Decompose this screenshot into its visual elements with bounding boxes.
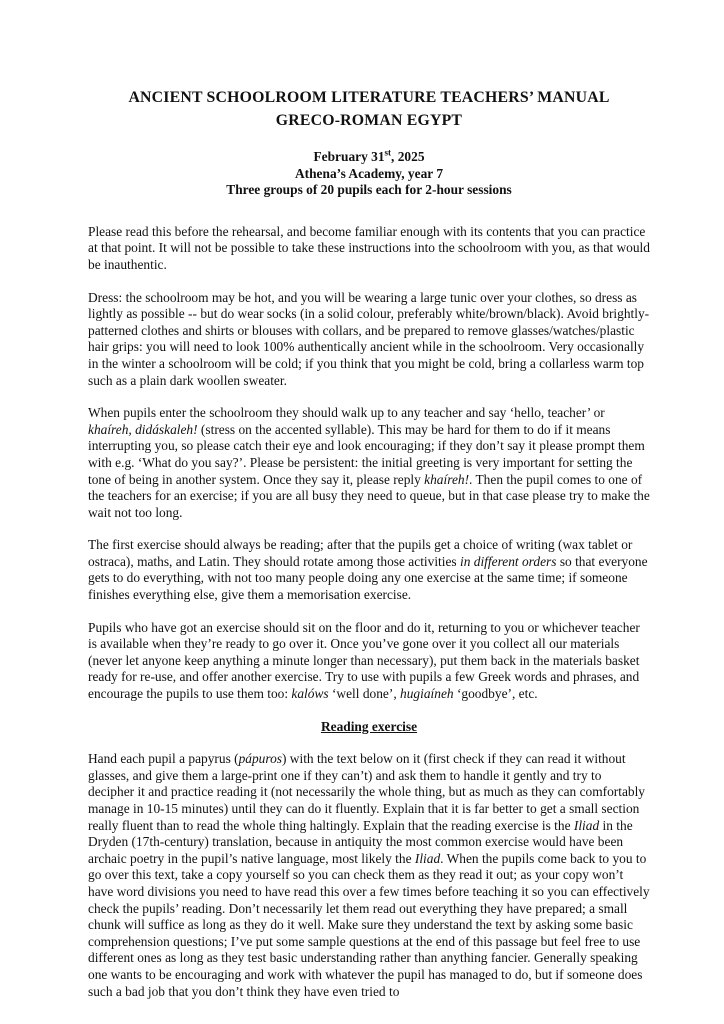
meta-venue-line: Athena’s Academy, year 7 [294, 165, 444, 181]
document-content [88, 86, 650, 1016]
intro-section [88, 224, 650, 703]
paragraph-reading-exercise: Hand each pupil a papyrus (pápuros) with the text below on it (first check if they can read it without glasses, and give them a large-print one if they can’t) and ask them to handle it gently and try to decipher it and practice reading it (not necessarily the whole thing, but as much as they can comfortably manage in 10-15 minutes) until they can do it fluently. Explain that it is far better to get a small section really fluent than to read the whole thing haltingly. Explain that the reading exercise is the Iliad in the Dryden (17th-century) translation, because in antiquity the most common exercise would have been archaic poetry in the pupil’s native language, most likely the Iliad. When the pupils come back to you to go over this text, take a copy yourself so you can check them as they read it out; as your copy won’t have word divisions you need to have read this over a few times before teaching it so you can effectively check the pupils’ reading. Don’t necessarily let them read out everything they have prepared; a small chunk will suffice as long as they do it well. Make sure they understand the text by asking some basic comprehension questions; I’ve put some sample questions at the end of this passage but feel free to use different ones as long as they test basic understanding rather than anything fancier. Generally speaking one wants to be encouraging and work with whatever the pupil has managed to do, but if someone does such a bad job that you don’t think they have even tried to [88, 751, 650, 999]
meta-groups-line: Three groups of 20 pupils each for 2-hour sessions [226, 182, 512, 198]
document-title-line-1: ANCIENT SCHOOLROOM LITERATURE TEACHERS’ MANUAL [128, 89, 610, 106]
paragraph-materials: Pupils who have got an exercise should sit on the floor and do it, returning to you or whichever teacher is available when they’re ready to go over it. Once you’ve gone over it you collect all our materials (never let anyone keep anything a minute longer than necessary), put them back in the materials basket ready for re-use, and offer another exercise. Try to use with pupils a few Greek words and phrases, and encourage the pupils to use them too: kalóws ‘well done’, hugiaíneh ‘goodbye’, etc. [88, 619, 640, 702]
document-title [88, 86, 650, 132]
section-heading-reading-exercise: Reading exercise [320, 718, 418, 734]
reading-exercise-section [88, 751, 650, 1000]
document-meta [88, 149, 650, 199]
paragraph-dress: Dress: the schoolroom may be hot, and you will be wearing a large tunic over your clothes, so dress as lightly as possible -- but do wear socks (in a solid colour, preferably white/brown/black). Avoid brightly-patterned clothes and shirts or blouses with collars, and be prepared to remove glasses/watches/plastic hair grips: you will need to look 100% authentically ancient while in the schoolroom. Very occasionally in the winter a schoolroom will be cold; if you think that you might be cold, bring a collarless warm top such as a plain dark woollen sweater. [88, 289, 650, 388]
paragraph-intro-1: Please read this before the rehearsal, and become familiar enough with its contents that you can practice at that point. It will not be possible to take these instructions into the schoolroom with you, as that would be inauthentic. [88, 223, 650, 272]
document-title-line-2: GRECO-ROMAN EGYPT [275, 112, 463, 129]
meta-date-line: February 31st, 2025 [313, 147, 425, 164]
paragraph-first-exercise: The first exercise should always be reading; after that the pupils get a choice of writing (wax tablet or ostraca), maths, and Latin. They should rotate among those activities in different orders so that everyone gets to do everything, with not too many people doing any one exercise at the same time; if someone finishes everything else, give them a memorisation exercise. [88, 537, 648, 603]
paragraph-greeting: When pupils enter the schoolroom they should walk up to any teacher and say ‘hello, teacher’ or khaíreh, didáskaleh! (stress on the accented syllable). This may be hard for them to do if it means interrupting you, so please catch their eye and look encouraging; if they don’t say it please prompt them with e.g. ‘What do you say?’. Please be persistent: the initial greeting is very important for setting the tone of being in another system. Once they say it, please reply khaíreh!. Then the pupil comes to one of the teachers for an exercise; if you are all busy they need to queue, but in that case please try to make the wait not too long. [88, 405, 650, 520]
